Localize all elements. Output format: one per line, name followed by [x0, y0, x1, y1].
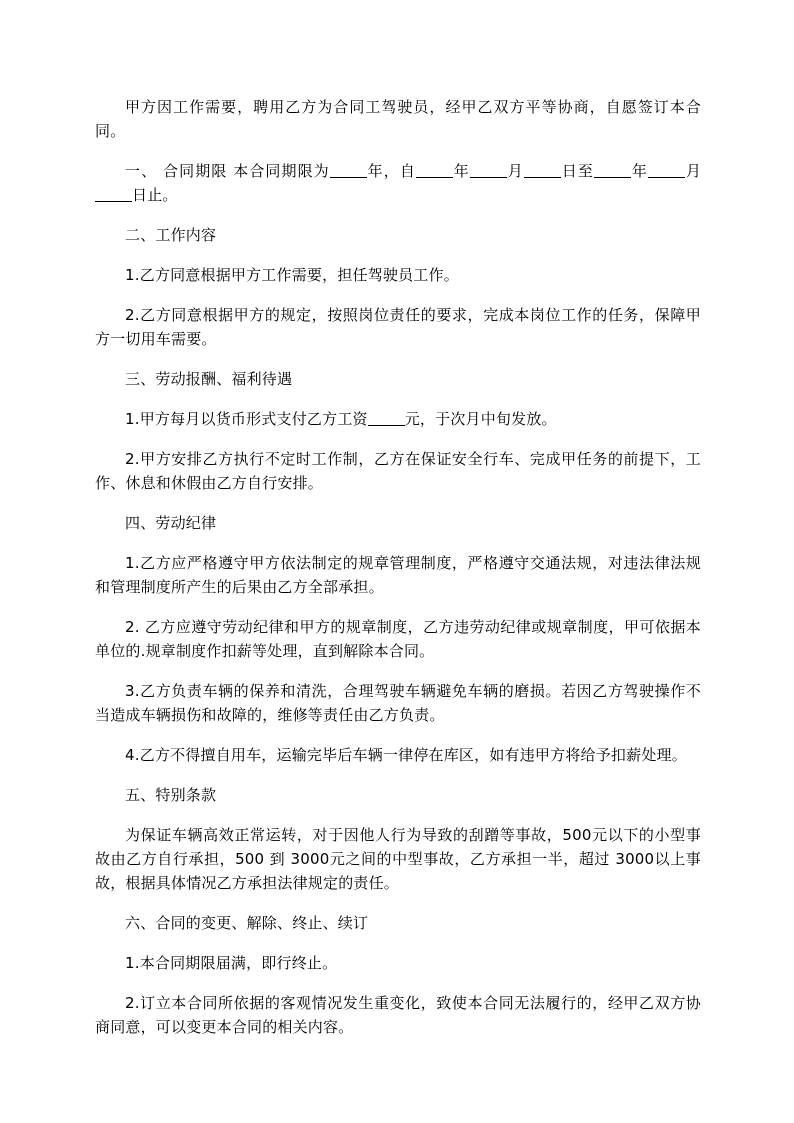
end-day-blank[interactable] [95, 187, 132, 202]
term-text-5: 日至 [560, 162, 594, 180]
term-text-4: 月 [506, 162, 524, 180]
contract-page [95, 95, 701, 1039]
section-4-item-3: 3.乙方负责车辆的保养和清洗，合理驾驶车辆避免车辆的磨损。若因乙方驾驶操作不当造成车辆损伤和故障的，维修等责任由乙方负责。 [95, 682, 701, 724]
section-2-item-1: 1.乙方同意根据甲方工作需要，担任驾驶员工作。 [125, 266, 459, 284]
end-year-blank[interactable] [594, 163, 631, 178]
section-4-item-2: 2. 乙方应遵守劳动纪律和甲方的规章制度，乙方违劳动纪律或规章制度，甲可依据本单位的.规章制度作扣薪等处理，直到解除本合同。 [95, 618, 701, 660]
section-6-heading: 六、合同的变更、解除、终止、续订 [125, 914, 369, 932]
contract-term-paragraph [95, 159, 701, 207]
section-2-heading: 二、工作内容 [125, 226, 217, 244]
section-3-item-2: 2.甲方安排乙方执行不定时工作制，乙方在保证安全行车、完成甲任务的前提下，工作、休息和休假由乙方自行安排。 [95, 450, 701, 492]
intro-paragraph: 甲方因工作需要，聘用乙方为合同工驾驶员，经甲乙双方平等协商，自愿签订本合同。 [95, 98, 701, 140]
term-years-blank[interactable] [330, 163, 367, 178]
term-text-1: 一、 合同期限 本合同期限为 [125, 162, 330, 180]
section-6-item-2: 2.订立本合同所依据的客观情况发生重变化，致使本合同无法履行的，经甲乙双方协商同意，可以变更本合同的相关内容。 [95, 994, 701, 1036]
salary-text-after: 元，于次月中旬发放。 [404, 410, 557, 428]
section-2-item-2: 2.乙方同意根据甲方的规定，按照岗位责任的要求，完成本岗位工作的任务，保障甲方一切用车需要。 [95, 306, 701, 348]
salary-amount-blank[interactable] [368, 411, 405, 426]
start-month-blank[interactable] [470, 163, 507, 178]
term-text-3: 年 [452, 162, 470, 180]
section-4-item-4: 4.乙方不得擅自用车，运输完毕后车辆一律停在库区，如有违甲方将给予扣薪处理。 [125, 746, 687, 764]
section-5-heading: 五、特别条款 [125, 786, 217, 804]
section-4-heading: 四、劳动纪律 [125, 514, 217, 532]
section-5-item-1: 为保证车辆高效正常运转，对于因他人行为导致的刮蹭等事故，500元以下的小型事故由乙方自行承担，500 到 3000元之间的中型事故，乙方承担一半，超过 3000以上事故，根据具体情况乙方承担法律规定的责任。 [95, 826, 701, 892]
end-month-blank[interactable] [648, 163, 685, 178]
term-text-7: 月 [684, 162, 702, 180]
start-year-blank[interactable] [416, 163, 453, 178]
section-3-heading: 三、劳动报酬、福利待遇 [125, 370, 293, 388]
term-text-6: 年 [630, 162, 648, 180]
section-6-item-1: 1.本合同期限届满，即行终止。 [125, 954, 338, 972]
section-4-item-1: 1.乙方应严格遵守甲方依法制定的规章管理制度，严格遵守交通法规，对违法律法规和管理制度所产生的后果由乙方全部承担。 [95, 554, 701, 596]
section-3-item-1 [95, 407, 701, 431]
term-text-2: 年，自 [366, 162, 416, 180]
start-day-blank[interactable] [524, 163, 561, 178]
salary-text-before: 1.甲方每月以货币形式支付乙方工资 [125, 410, 368, 428]
term-text-8: 日止。 [132, 186, 178, 204]
